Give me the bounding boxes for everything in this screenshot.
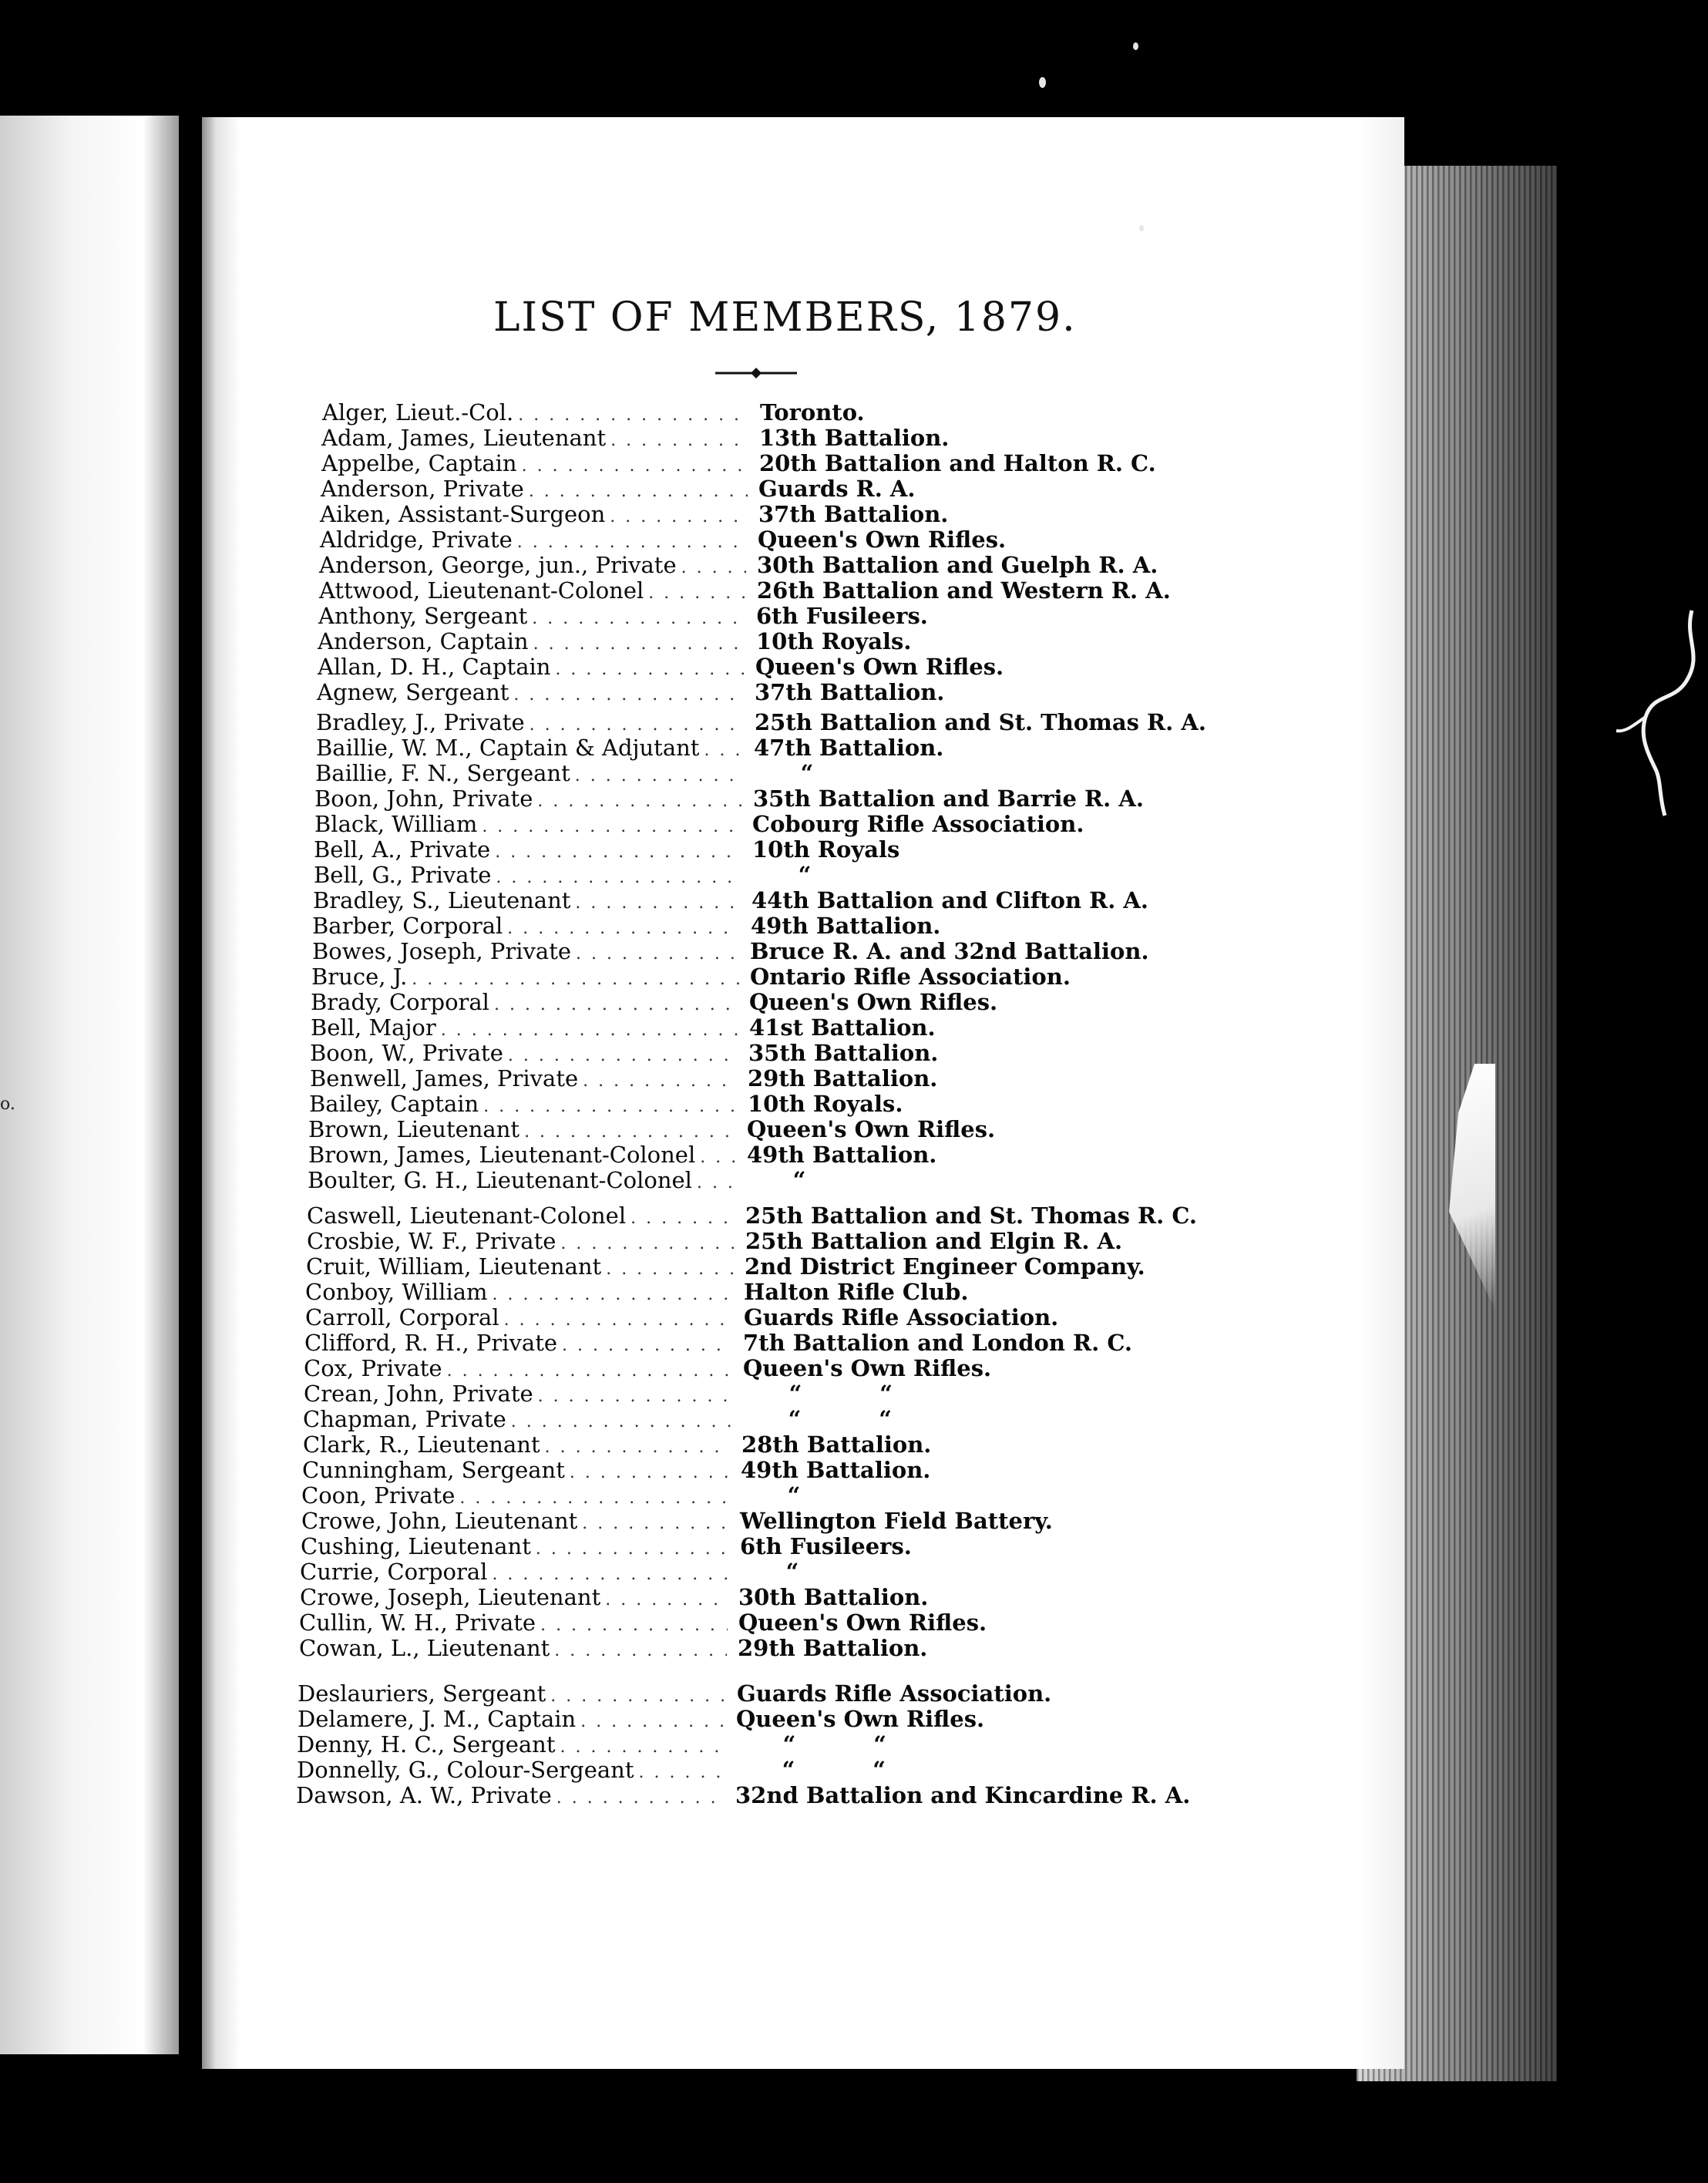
member-entry [321,450,1156,476]
dot-leader [538,1387,731,1406]
dot-leader [492,1565,728,1584]
member-entry [319,577,1171,604]
member-name: Aiken, Assistant-Surgeon [320,501,606,527]
member-organization: Guards Rifle Association. [744,1304,1059,1330]
member-name: Appelbe, Captain [321,450,517,476]
dot-leader [545,1438,731,1457]
member-entry [314,811,1084,837]
member-organization: Guards Rifle Association. [737,1680,1052,1707]
dot-leader [494,995,738,1014]
member-organization: Wellington Field Battery. [740,1508,1053,1534]
member-entry [321,476,916,502]
member-name: Bradley, J., Private [316,709,525,735]
member-organization: 10th Royals [752,836,900,863]
member-entry [304,1381,893,1407]
member-organization: 10th Royals. [748,1091,903,1117]
member-organization: 41st Battalion. [749,1014,936,1041]
member-entry [318,603,928,629]
member-name: Crosbie, W. F., Private [307,1228,556,1254]
dot-leader [513,685,744,705]
member-organization: Queen's Own Rifles. [758,526,1007,553]
member-name: Anderson, Captain [318,628,529,654]
dot-leader [554,1641,727,1660]
dot-leader [532,609,745,628]
dot-leader [610,507,748,526]
member-name: Crowe, John, Lieutenant [301,1508,578,1534]
member-organization: 26th Battalion and Western R. A. [757,577,1171,604]
member-entry [301,1508,1053,1534]
member-entry [305,1279,969,1305]
member-entry [311,1014,936,1041]
member-name: Boon, W., Private [310,1040,503,1066]
member-organization: 32nd Battalion and Kincardine R. A. [735,1782,1191,1808]
dot-leader [495,843,741,862]
member-entry [310,1065,938,1092]
member-name: Bell, G., Private [314,862,492,888]
member-entry [298,1680,1052,1707]
member-entry [313,887,1149,913]
member-organization: “ [754,760,814,786]
member-organization: 6th Fusileers. [740,1533,912,1559]
member-entry [308,1167,806,1193]
member-name: Barber, Corporal [312,913,503,939]
member-entry [321,425,950,451]
dot-leader [575,893,741,913]
member-organization: Halton Rifle Club. [744,1279,969,1305]
member-name: Baillie, F. N., Sergeant [315,760,570,786]
member-name: Coon, Private [301,1482,456,1509]
member-organization: Bruce R. A. and 32nd Battalion. [750,938,1149,964]
member-entry [312,913,941,939]
member-organization: “ [739,1559,799,1585]
member-organization: Queen's Own Rifles. [738,1610,987,1636]
member-organization: 6th Fusileers. [756,603,928,629]
member-name: Deslauriers, Sergeant [298,1680,546,1707]
member-name: Delamere, J. M., Captain [298,1706,577,1732]
dot-leader [533,634,745,654]
member-entry [315,760,814,786]
member-entry [297,1731,886,1758]
member-entry [301,1482,801,1509]
member-organization: 20th Battalion and Halton R. C. [759,450,1156,476]
dot-leader [697,1173,735,1192]
member-entry [303,1431,932,1458]
dot-leader [704,741,743,760]
member-name: Bowes, Joseph, Private [312,938,572,964]
left-page-text-fragment: o. [0,1095,15,1114]
member-entry [318,654,1004,680]
member-name: Black, William [314,811,478,837]
member-name: Boon, John, Private [314,785,533,812]
member-name: Aldridge, Private [320,526,513,553]
member-organization: 25th Battalion and St. Thomas R. C. [745,1202,1198,1229]
member-organization: 44th Battalion and Clifton R. A. [751,887,1149,913]
dust-speck [1133,42,1138,50]
dot-leader [639,1763,725,1782]
page-title: LIST OF MEMBERS, 1879. [493,294,1077,341]
member-organization: “ “ [735,1757,886,1783]
dot-leader [555,660,745,679]
member-entry [314,785,1144,812]
dot-leader [537,792,742,811]
member-name: Cunningham, Sergeant [302,1457,565,1483]
dot-leader [482,817,741,836]
member-entry [316,735,944,761]
member-organization: “ [746,1167,806,1193]
member-organization: 30th Battalion and Guelph R. A. [757,552,1158,578]
dust-speck [1139,225,1144,231]
member-name: Boulter, G. H., Lieutenant-Colonel [308,1167,692,1193]
member-name: Bailey, Captain [309,1091,479,1117]
dot-leader [681,558,746,577]
dot-leader [493,1285,733,1304]
dot-leader [508,1046,738,1065]
member-entry [307,1202,1198,1229]
dot-leader [511,1412,731,1431]
member-organization: Queen's Own Rifles. [736,1706,985,1732]
member-entry [303,1406,892,1432]
member-name: Cowan, L., Lieutenant [299,1635,550,1661]
member-name: Carroll, Corporal [305,1304,499,1330]
member-name: Attwood, Lieutenant-Colonel [319,577,644,604]
member-entry [308,1142,937,1168]
member-entry [317,679,945,705]
member-entry [310,1040,939,1066]
member-entry [309,1091,903,1117]
member-organization: Queen's Own Rifles. [755,654,1004,680]
dot-leader [536,1539,729,1559]
member-entry [316,709,1206,735]
member-organization: 37th Battalion. [758,501,949,527]
member-organization: Queen's Own Rifles. [749,989,998,1015]
dot-leader [562,1336,732,1355]
dot-leader [483,1097,737,1116]
member-organization: 29th Battalion. [748,1065,938,1092]
member-name: Cruit, William, Lieutenant [306,1253,602,1280]
dot-leader [580,1712,725,1731]
member-organization: “ “ [741,1406,892,1432]
dot-leader [560,1234,735,1253]
member-name: Anthony, Sergeant [318,603,528,629]
dot-leader [556,1788,725,1808]
dot-leader [582,1514,729,1533]
member-organization: 29th Battalion. [738,1635,928,1661]
member-name: Currie, Corporal [300,1559,488,1585]
member-name: Denny, H. C., Sergeant [297,1731,556,1758]
member-organization: 30th Battalion. [738,1584,929,1610]
member-name: Chapman, Private [303,1406,506,1432]
member-organization: 35th Battalion. [748,1040,939,1066]
dot-leader [583,1071,737,1091]
dot-leader [530,715,744,735]
member-entry [299,1635,928,1661]
member-entry [304,1330,1133,1356]
member-name: Baillie, W. M., Captain & Adjutant [316,735,700,761]
member-organization: 28th Battalion. [741,1431,932,1458]
member-entry [301,1533,912,1559]
member-entry [300,1559,799,1585]
member-organization: 7th Battalion and London R. C. [743,1330,1133,1356]
member-entry [314,836,900,863]
member-name: Bradley, S., Lieutenant [313,887,571,913]
dot-leader [560,1737,725,1757]
member-name: Adam, James, Lieutenant [321,425,607,451]
member-name: Bell, A., Private [314,836,491,863]
dot-leader [570,1463,730,1482]
member-organization: Toronto. [760,399,865,426]
member-name: Brown, James, Lieutenant-Colonel [308,1142,696,1168]
member-entry [322,399,865,426]
member-name: Cushing, Lieutenant [301,1533,531,1559]
member-entry [320,501,949,527]
dot-leader [522,456,748,476]
dot-leader [447,1361,732,1381]
dot-leader [606,1260,734,1279]
member-organization: 49th Battalion. [747,1142,937,1168]
member-organization: “ “ [742,1381,893,1407]
member-name: Cullin, W. H., Private [299,1610,536,1636]
member-organization: 25th Battalion and St. Thomas R. A. [755,709,1206,735]
member-entry [311,989,998,1015]
left-page [0,116,179,2054]
member-entry [318,628,912,654]
dot-leader [550,1687,726,1706]
dot-leader [605,1590,728,1610]
dot-leader [700,1148,736,1167]
member-name: Clifford, R. H., Private [304,1330,558,1356]
dot-leader [524,1122,736,1142]
dot-leader [576,944,739,964]
member-entry [298,1706,985,1732]
member-organization: 37th Battalion. [755,679,945,705]
member-entry [311,964,1071,990]
member-organization: Guards R. A. [758,476,916,502]
dot-leader [459,1488,730,1508]
member-name: Allan, D. H., Captain [318,654,551,680]
dot-leader [412,970,739,989]
dot-leader [517,533,747,552]
member-organization: 49th Battalion. [741,1457,931,1483]
dot-leader [630,1209,735,1228]
member-organization: 35th Battalion and Barrie R. A. [753,785,1144,812]
member-entry [308,1116,996,1142]
member-name: Bruce, J. [311,964,408,990]
member-name: Donnelly, G., Colour-Sergeant [297,1757,634,1783]
member-entry [300,1584,929,1610]
dot-leader [540,1616,728,1635]
member-organization: 13th Battalion. [759,425,950,451]
dot-leader [504,1310,733,1330]
member-entry [297,1757,886,1783]
member-organization: Ontario Rifle Association. [750,964,1071,990]
member-entry [312,938,1149,964]
member-entry [299,1610,987,1636]
member-organization: 49th Battalion. [751,913,941,939]
member-name: Clark, R., Lieutenant [303,1431,540,1458]
member-name: Crean, John, Private [304,1381,533,1407]
member-organization: Queen's Own Rifles. [747,1116,996,1142]
dust-speck [1039,77,1046,88]
member-entry [306,1253,1145,1280]
dot-leader [441,1021,738,1040]
member-name: Cox, Private [304,1355,442,1381]
member-organization: Queen's Own Rifles. [743,1355,992,1381]
member-entry [320,526,1007,553]
member-entry [305,1304,1059,1330]
member-entry [296,1782,1191,1808]
member-entry [319,552,1158,578]
dot-leader [610,431,748,450]
title-ornament [715,365,797,381]
member-organization: 10th Royals. [756,628,912,654]
member-entry [314,862,812,888]
member-name: Bell, Major [311,1014,436,1041]
member-name: Anderson, George, jun., Private [319,552,677,578]
dot-leader [496,868,741,887]
dot-leader [648,584,746,603]
member-organization: 2nd District Engineer Company. [745,1253,1145,1280]
dot-leader [507,919,740,938]
member-name: Agnew, Sergeant [317,679,509,705]
member-name: Crowe, Joseph, Lieutenant [300,1584,601,1610]
member-entry [302,1457,931,1483]
member-organization: “ [751,862,812,888]
member-name: Benwell, James, Private [310,1065,579,1092]
member-name: Brady, Corporal [311,989,489,1015]
member-organization: 25th Battalion and Elgin R. A. [745,1228,1123,1254]
member-organization: 47th Battalion. [754,735,944,761]
member-name: Conboy, William [305,1279,488,1305]
member-organization: Cobourg Rifle Association. [752,811,1084,837]
member-organization: “ “ [736,1731,886,1758]
member-entry [304,1355,992,1381]
member-name: Anderson, Private [321,476,524,502]
member-name: Dawson, A. W., Private [296,1782,552,1808]
member-name: Brown, Lieutenant [308,1116,520,1142]
loose-thread [1599,609,1708,817]
member-entry [307,1228,1123,1254]
member-name: Caswell, Lieutenant-Colonel [307,1202,627,1229]
member-name: Alger, Lieut.-Col. [322,399,514,426]
dot-leader [518,405,749,425]
dot-leader [575,766,743,785]
member-organization: “ [741,1482,801,1509]
dot-leader [529,482,748,501]
